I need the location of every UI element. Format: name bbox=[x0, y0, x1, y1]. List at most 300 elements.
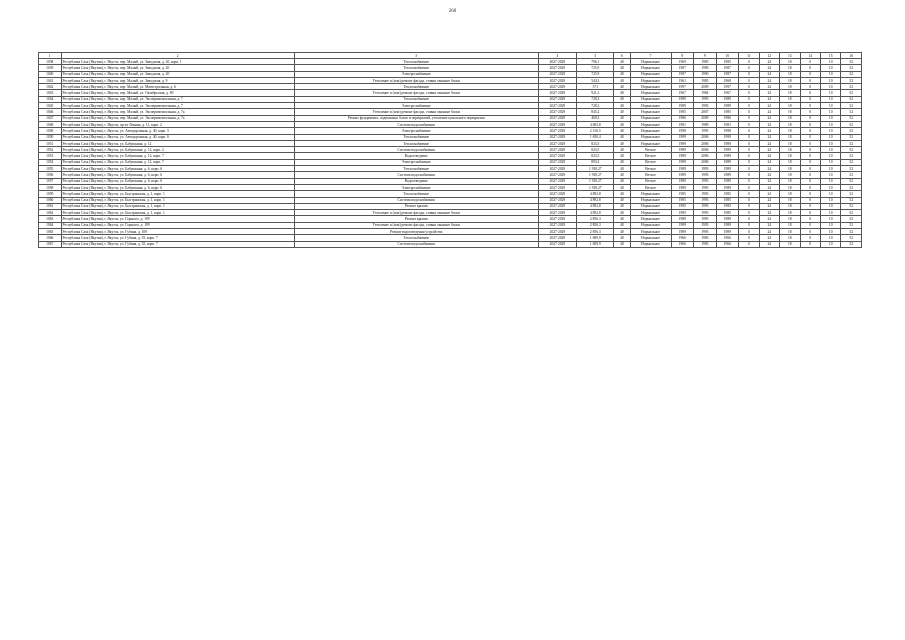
table-cell: 0 bbox=[739, 159, 759, 165]
table-cell: 1989 bbox=[716, 166, 739, 172]
table-cell: 10 bbox=[820, 65, 840, 71]
table-cell: 40 bbox=[614, 191, 630, 197]
table-cell: 1053 bbox=[39, 153, 62, 159]
table-cell: 1990 bbox=[694, 65, 717, 71]
table-cell: 1989 bbox=[716, 172, 739, 178]
table-cell: 2027-2029 bbox=[538, 184, 577, 190]
table-cell: 10 bbox=[820, 77, 840, 83]
table-cell: 1993 bbox=[694, 210, 717, 216]
table-cell: 0 bbox=[739, 229, 759, 235]
table-cell: 10 bbox=[820, 241, 840, 247]
table-cell: Республика Саха (Якутия), г. Якутск, пр-кт Ленина, д. 11, корп. 2 bbox=[61, 121, 294, 127]
table-cell: 52 bbox=[841, 184, 862, 190]
table-cell: Ветхое bbox=[630, 178, 671, 184]
table-cell: 2006 bbox=[694, 159, 717, 165]
table-cell: Ремонт крыши bbox=[294, 203, 538, 209]
table-cell: 1050 bbox=[39, 134, 62, 140]
table-cell: 24 bbox=[759, 71, 779, 77]
table-cell: 1063 bbox=[39, 216, 62, 222]
table-cell: 1987 bbox=[716, 71, 739, 77]
table-cell: 10 bbox=[820, 203, 840, 209]
header-cell: 14 bbox=[800, 53, 820, 59]
table-cell: 1985 bbox=[671, 210, 694, 216]
table-cell: 1058 bbox=[39, 184, 62, 190]
table-cell: 1989 bbox=[716, 184, 739, 190]
table-cell: 40 bbox=[614, 96, 630, 102]
table-cell: 0 bbox=[739, 178, 759, 184]
table-cell: 1062 bbox=[39, 210, 62, 216]
table-cell: 0 bbox=[739, 241, 759, 247]
table-cell: 0 bbox=[800, 65, 820, 71]
table-cell: 1989 bbox=[716, 96, 739, 102]
table-cell: Республика Саха (Якутия), г. Якутск, ул. Автодорожная, д. 40, корп. 6 bbox=[61, 134, 294, 140]
table-cell: 0 bbox=[800, 109, 820, 115]
table-cell: 1993 bbox=[694, 229, 717, 235]
table-cell: 0 bbox=[800, 128, 820, 134]
table-cell: 24 bbox=[759, 147, 779, 153]
table-cell: Республика Саха (Якутия), г. Якутск, ул. Горького, д. 109 bbox=[61, 222, 294, 228]
table-cell: 2006 bbox=[694, 134, 717, 140]
table-cell: 40 bbox=[614, 71, 630, 77]
table-cell: 52 bbox=[841, 166, 862, 172]
table-cell: 18 bbox=[780, 216, 800, 222]
table-cell: 40 bbox=[614, 90, 630, 96]
table-cell: Республика Саха (Якутия), г. Якутск, ул. Губина, д. 35, корп. 7 bbox=[61, 235, 294, 241]
table-cell: Ремонт водоотведения устройства bbox=[294, 229, 538, 235]
table-cell: 1966 bbox=[716, 241, 739, 247]
table-cell: 52 bbox=[841, 96, 862, 102]
table-cell: 2027-2029 bbox=[538, 109, 577, 115]
table-cell: 2027-2029 bbox=[538, 229, 577, 235]
table-cell: 18 bbox=[780, 65, 800, 71]
table-cell: 2027-2029 bbox=[538, 197, 577, 203]
table-cell: 52 bbox=[841, 109, 862, 115]
table-cell: 40 bbox=[614, 229, 630, 235]
table-cell: 40 bbox=[614, 184, 630, 190]
table-cell: 1993 bbox=[694, 166, 717, 172]
table-cell: 1989 bbox=[671, 222, 694, 228]
table-cell: 1038 bbox=[39, 59, 62, 65]
table-cell: 10 bbox=[820, 140, 840, 146]
table-cell: 18 bbox=[780, 235, 800, 241]
table-cell: Республика Саха (Якутия), г. Якутск, ул. Губина, д. 109 bbox=[61, 229, 294, 235]
table-cell: Нормальное bbox=[630, 90, 671, 96]
table-cell: 2027-2029 bbox=[538, 203, 577, 209]
table-cell: 1 918,27 bbox=[577, 166, 614, 172]
table-cell: 1985 bbox=[716, 109, 739, 115]
table-cell: Республика Саха (Якутия), г. Якутск, пер. Малый, ул. Октябрьская, д. 80 bbox=[61, 90, 294, 96]
table-cell: 1057 bbox=[39, 178, 62, 184]
table-cell: Водоотведение bbox=[294, 178, 538, 184]
table-cell: 18 bbox=[780, 159, 800, 165]
table-cell: Республика Саха (Якутия), г. Якутск, пер. Малый, ул. Заводская, д. 9 bbox=[61, 77, 294, 83]
table-cell: 2027-2029 bbox=[538, 153, 577, 159]
table-cell: Республика Саха (Якутия), г. Якутск, ул. Бабушкина, д. 12, корп. 2 bbox=[61, 147, 294, 153]
table-cell: 1060 bbox=[39, 197, 62, 203]
table-cell: 1966 bbox=[671, 241, 694, 247]
table-cell: 24 bbox=[759, 77, 779, 83]
table-cell: 1987 bbox=[716, 65, 739, 71]
table-cell: 10 bbox=[820, 229, 840, 235]
table-cell: Республика Саха (Якутия), г. Якутск, ул. Быстринская, д. 1, корп. 1 bbox=[61, 197, 294, 203]
table-cell: 52 bbox=[841, 65, 862, 71]
header-cell: 10 bbox=[716, 53, 739, 59]
table-cell: Система водоснабжения bbox=[294, 172, 538, 178]
table-cell: 2027-2029 bbox=[538, 210, 577, 216]
table-cell: 40 bbox=[614, 140, 630, 146]
table-cell: 52 bbox=[841, 115, 862, 121]
table-cell: 0 bbox=[800, 59, 820, 65]
table-cell: 40 bbox=[614, 103, 630, 109]
table-cell: 1989 bbox=[671, 96, 694, 102]
table-cell: Нормальное bbox=[630, 140, 671, 146]
table-cell: 0 bbox=[800, 71, 820, 77]
table-cell: 40 bbox=[614, 115, 630, 121]
table-cell: Теплоснабжение bbox=[294, 96, 538, 102]
table-cell: 24 bbox=[759, 229, 779, 235]
table-cell: 0 bbox=[739, 191, 759, 197]
table-cell: 1 689,9 bbox=[577, 241, 614, 247]
table-cell: 2 856,3 bbox=[577, 216, 614, 222]
table-cell: 728,3 bbox=[577, 103, 614, 109]
table-cell: 1 650,4 bbox=[577, 134, 614, 140]
table-cell: 52 bbox=[841, 222, 862, 228]
table-cell: 1985 bbox=[716, 197, 739, 203]
table-cell: 40 bbox=[614, 77, 630, 83]
table-cell: 0 bbox=[739, 121, 759, 127]
header-cell: 13 bbox=[780, 53, 800, 59]
table-cell: 1049 bbox=[39, 128, 62, 134]
table-cell: 52 bbox=[841, 197, 862, 203]
table-cell: 1989 bbox=[716, 103, 739, 109]
table-cell: 728,3 bbox=[577, 96, 614, 102]
table-cell: Ветхое bbox=[630, 184, 671, 190]
table-cell: 0 bbox=[800, 147, 820, 153]
table-cell: 52 bbox=[841, 128, 862, 134]
table-cell: 1983 bbox=[694, 235, 717, 241]
table-cell: 0 bbox=[800, 172, 820, 178]
table-cell: Ветхое bbox=[630, 172, 671, 178]
table-cell: 1967 bbox=[716, 90, 739, 96]
table-cell: 1987 bbox=[671, 65, 694, 71]
table-cell: 52 bbox=[841, 140, 862, 146]
table-cell: 1040 bbox=[39, 71, 62, 77]
table-cell: 52 bbox=[841, 71, 862, 77]
table-cell: 24 bbox=[759, 121, 779, 127]
table-cell: 1998 bbox=[671, 128, 694, 134]
table-cell: 24 bbox=[759, 235, 779, 241]
table-cell: 10 bbox=[820, 153, 840, 159]
table-cell: 10 bbox=[820, 84, 840, 90]
table-cell: 1986 bbox=[716, 115, 739, 121]
table-cell: 0 bbox=[800, 77, 820, 83]
table-cell: 18 bbox=[780, 184, 800, 190]
table-cell: 10 bbox=[820, 115, 840, 121]
table-cell: 0 bbox=[739, 128, 759, 134]
table-cell: Теплоснабжение bbox=[294, 84, 538, 90]
table-cell: 52 bbox=[841, 121, 862, 127]
table-cell: 2027-2029 bbox=[538, 84, 577, 90]
table-cell: Республика Саха (Якутия), г. Якутск, ул. Бабушкина, д. 6, корп. 6 bbox=[61, 166, 294, 172]
table-cell: 1969 bbox=[671, 59, 694, 65]
header-cell: 5 bbox=[577, 53, 614, 59]
table-cell: 2027-2029 bbox=[538, 128, 577, 134]
table-cell: 1989 bbox=[671, 103, 694, 109]
table-cell: 40 bbox=[614, 59, 630, 65]
table-cell: 0 bbox=[739, 77, 759, 83]
table-cell: 1985 bbox=[671, 203, 694, 209]
table-cell: 0 bbox=[739, 216, 759, 222]
table-cell: 0 bbox=[800, 229, 820, 235]
table-cell: 24 bbox=[759, 216, 779, 222]
table-cell: 10 bbox=[820, 216, 840, 222]
table-cell: 1993 bbox=[694, 203, 717, 209]
table-cell: 2006 bbox=[694, 147, 717, 153]
table-cell: Республика Саха (Якутия), г. Якутск, ул. Бабушкина, д. 6, корп. 6 bbox=[61, 184, 294, 190]
table-cell: 0 bbox=[800, 90, 820, 96]
table-cell: 1989 bbox=[671, 178, 694, 184]
table-cell: 0 bbox=[800, 115, 820, 121]
table-cell: 893,2 bbox=[577, 159, 614, 165]
table-cell: Республика Саха (Якутия), г. Якутск, ул. Бабушкина, д. 12, корп. 7 bbox=[61, 153, 294, 159]
table-cell: 1999 bbox=[716, 134, 739, 140]
table-cell: 1985 bbox=[694, 59, 717, 65]
table-cell: Электроснабжение bbox=[294, 128, 538, 134]
table-cell: 1993 bbox=[694, 216, 717, 222]
table-cell: Ветхое bbox=[630, 153, 671, 159]
table-cell: 1968 bbox=[716, 77, 739, 83]
table-cell: 24 bbox=[759, 96, 779, 102]
table-cell: 2027-2029 bbox=[538, 121, 577, 127]
table-cell: 10 bbox=[820, 166, 840, 172]
table-cell: Электроснабжение bbox=[294, 184, 538, 190]
table-cell: 40 bbox=[614, 84, 630, 90]
table-cell: 921,2 bbox=[577, 90, 614, 96]
table-cell: 40 bbox=[614, 222, 630, 228]
table-cell: 1046 bbox=[39, 109, 62, 115]
table-cell: 40 bbox=[614, 241, 630, 247]
table-cell: 2007 bbox=[694, 109, 717, 115]
table-cell: 1052 bbox=[39, 147, 62, 153]
table-cell: Республика Саха (Якутия), г. Якутск, ул. Быстринская, д. 1, корп. 1 bbox=[61, 203, 294, 209]
table-cell: 0 bbox=[739, 103, 759, 109]
table-cell: 1985 bbox=[716, 210, 739, 216]
table-cell: 0 bbox=[800, 222, 820, 228]
table-cell: 52 bbox=[841, 77, 862, 83]
table-cell: Нормальное bbox=[630, 59, 671, 65]
table-cell: Нормальное bbox=[630, 121, 671, 127]
table-cell: 1967 bbox=[671, 90, 694, 96]
table-cell: 2027-2029 bbox=[538, 191, 577, 197]
table-cell: 1985 bbox=[671, 191, 694, 197]
table-cell: 18 bbox=[780, 147, 800, 153]
table-cell: Республика Саха (Якутия), г. Якутск, ул. Быстринская, д. 1, корп. 1 bbox=[61, 191, 294, 197]
table-cell: 1051 bbox=[39, 140, 62, 146]
table-cell: 4 892,8 bbox=[577, 210, 614, 216]
table-cell: 725,9 bbox=[577, 65, 614, 71]
table-cell: 0 bbox=[800, 96, 820, 102]
table-cell: Нормальное bbox=[630, 71, 671, 77]
table-cell: Республика Саха (Якутия), г. Якутск, ул. Бабушкина, д. 6, корп. 6 bbox=[61, 172, 294, 178]
table-cell: 24 bbox=[759, 191, 779, 197]
table-cell: 40 bbox=[614, 153, 630, 159]
table-cell: 1047 bbox=[39, 115, 62, 121]
table-cell: 0 bbox=[800, 166, 820, 172]
header-cell: 7 bbox=[630, 53, 671, 59]
table-cell: Теплоснабжение bbox=[294, 140, 538, 146]
table-cell: 40 bbox=[614, 178, 630, 184]
header-cell: 9 bbox=[694, 53, 717, 59]
table-cell: 1042 bbox=[39, 84, 62, 90]
table-cell: 0 bbox=[800, 84, 820, 90]
table-cell: 0 bbox=[800, 216, 820, 222]
table-cell: 1989 bbox=[671, 166, 694, 172]
table-cell: 2027-2029 bbox=[538, 178, 577, 184]
table-cell: Теплоснабжение bbox=[294, 134, 538, 140]
table-cell: 1989 bbox=[671, 147, 694, 153]
table-cell: 24 bbox=[759, 90, 779, 96]
table-cell: 24 bbox=[759, 241, 779, 247]
table-cell: 2027-2029 bbox=[538, 96, 577, 102]
table-cell: 24 bbox=[759, 103, 779, 109]
table-cell: 1065 bbox=[39, 229, 62, 235]
table-cell: 2 316,5 bbox=[577, 128, 614, 134]
table-cell: 1989 bbox=[716, 178, 739, 184]
table-cell: 2006 bbox=[694, 153, 717, 159]
table-cell: 0 bbox=[800, 121, 820, 127]
table-cell: 1066 bbox=[39, 235, 62, 241]
table-cell: 18 bbox=[780, 178, 800, 184]
table-cell: 823,5 bbox=[577, 147, 614, 153]
table-cell: 0 bbox=[800, 197, 820, 203]
table-cell: 1961 bbox=[671, 77, 694, 83]
table-cell: 1985 bbox=[716, 59, 739, 65]
table-cell: Республика Саха (Якутия), г. Якутск, пер. Малый, ул. Магистральная, д. 6 bbox=[61, 84, 294, 90]
table-cell: 40 bbox=[614, 65, 630, 71]
table-cell: 1989 bbox=[671, 216, 694, 222]
table-cell: 0 bbox=[800, 153, 820, 159]
table-cell: 1983 bbox=[694, 241, 717, 247]
table-cell: 1041 bbox=[39, 77, 62, 83]
table-cell: Республика Саха (Якутия), г. Якутск, пер. Малый, ул. Заводская, д. 20 bbox=[61, 71, 294, 77]
table-cell: 10 bbox=[820, 210, 840, 216]
table-cell: 18 bbox=[780, 115, 800, 121]
table-cell: 2 856,3 bbox=[577, 222, 614, 228]
table-cell: 52 bbox=[841, 216, 862, 222]
table-cell: 40 bbox=[614, 159, 630, 165]
table-cell: Республика Саха (Якутия), г. Якутск, ул. Быстринская, д. 1, корп. 1 bbox=[61, 210, 294, 216]
table-cell: 1055 bbox=[39, 166, 62, 172]
table-cell: Нормальное bbox=[630, 65, 671, 71]
table-cell: 52 bbox=[841, 210, 862, 216]
table-cell: 2027-2029 bbox=[538, 77, 577, 83]
table-cell: Водоотведение bbox=[294, 153, 538, 159]
table-cell: 2006 bbox=[694, 140, 717, 146]
table-cell: 0 bbox=[739, 65, 759, 71]
table-cell: 1993 bbox=[694, 96, 717, 102]
table-cell: 1989 bbox=[671, 229, 694, 235]
table-cell: 10 bbox=[820, 191, 840, 197]
table-cell: 0 bbox=[800, 235, 820, 241]
table-cell: Республика Саха (Якутия), г. Якутск, пер. Малый, ул. Экспериментальная, д. 7а bbox=[61, 115, 294, 121]
table-cell: 4 892,8 bbox=[577, 197, 614, 203]
table-cell: 2027-2029 bbox=[538, 115, 577, 121]
table-cell: 1985 bbox=[671, 197, 694, 203]
table-cell: 24 bbox=[759, 134, 779, 140]
table-cell: 1064 bbox=[39, 222, 62, 228]
table-cell: 1989 bbox=[716, 140, 739, 146]
table-cell: 1993 bbox=[694, 103, 717, 109]
table-cell: 10 bbox=[820, 96, 840, 102]
table-cell: Электроснабжение bbox=[294, 103, 538, 109]
table-cell: 40 bbox=[614, 147, 630, 153]
table-cell: 40 bbox=[614, 121, 630, 127]
table-cell: 2027-2029 bbox=[538, 65, 577, 71]
table-cell: 24 bbox=[759, 115, 779, 121]
table-cell: 10 bbox=[820, 197, 840, 203]
table-cell: 1985 bbox=[671, 109, 694, 115]
table-cell: 2027-2029 bbox=[538, 103, 577, 109]
table-cell: 18 bbox=[780, 96, 800, 102]
table-cell: 1987 bbox=[671, 71, 694, 77]
table-cell: 1981 bbox=[716, 121, 739, 127]
table-cell: 1989 bbox=[694, 121, 717, 127]
table-cell: 1989 bbox=[716, 159, 739, 165]
table-cell: Республика Саха (Якутия), г. Якутск, ул. Губина, д. 35, корп. 7 bbox=[61, 241, 294, 247]
table-cell: 1989 bbox=[671, 159, 694, 165]
table-cell: Нормальное bbox=[630, 216, 671, 222]
table-cell: 544,3 bbox=[577, 77, 614, 83]
table-cell: 24 bbox=[759, 222, 779, 228]
table-cell: 1989 bbox=[716, 147, 739, 153]
table-cell: Республика Саха (Якутия), г. Якутск, пер. Малый, ул. Экспериментальная, д. 7 bbox=[61, 103, 294, 109]
table-cell: 4 683,8 bbox=[577, 121, 614, 127]
table-cell: 0 bbox=[739, 134, 759, 140]
header-cell: 11 bbox=[739, 53, 759, 59]
table-cell: 1986 bbox=[671, 115, 694, 121]
table-cell: Нормальное bbox=[630, 235, 671, 241]
table-row bbox=[39, 241, 862, 247]
table-cell: 10 bbox=[820, 222, 840, 228]
table-cell: 0 bbox=[739, 147, 759, 153]
table-cell: 24 bbox=[759, 210, 779, 216]
table-cell: 18 bbox=[780, 84, 800, 90]
table-cell: Утепление и (или) ремонт фасада, ставни оконные блоки bbox=[294, 109, 538, 115]
table-cell: 52 bbox=[841, 84, 862, 90]
table-cell: 1989 bbox=[716, 229, 739, 235]
table-cell: 0 bbox=[739, 184, 759, 190]
table-cell: 40 bbox=[614, 203, 630, 209]
table-cell: 0 bbox=[739, 172, 759, 178]
table-cell: 24 bbox=[759, 166, 779, 172]
table-cell: Республика Саха (Якутия), г. Якутск, ул. Горького, д. 109 bbox=[61, 216, 294, 222]
table-cell: 0 bbox=[800, 134, 820, 140]
header-cell: 6 bbox=[614, 53, 630, 59]
table-cell: 1993 bbox=[694, 197, 717, 203]
table-cell: 2027-2029 bbox=[538, 147, 577, 153]
table-cell: 52 bbox=[841, 59, 862, 65]
table-cell: 0 bbox=[739, 71, 759, 77]
table-cell: Республика Саха (Якутия), г. Якутск, пер. Малый, ул. Заводская, д. 20 bbox=[61, 65, 294, 71]
header-cell: 15 bbox=[820, 53, 840, 59]
table-cell: 18 bbox=[780, 191, 800, 197]
table-cell: 1 918,27 bbox=[577, 184, 614, 190]
table-cell: 24 bbox=[759, 178, 779, 184]
table-cell: 18 bbox=[780, 90, 800, 96]
table-cell: 1993 bbox=[694, 184, 717, 190]
table-cell: 0 bbox=[739, 197, 759, 203]
table-cell: 52 bbox=[841, 241, 862, 247]
